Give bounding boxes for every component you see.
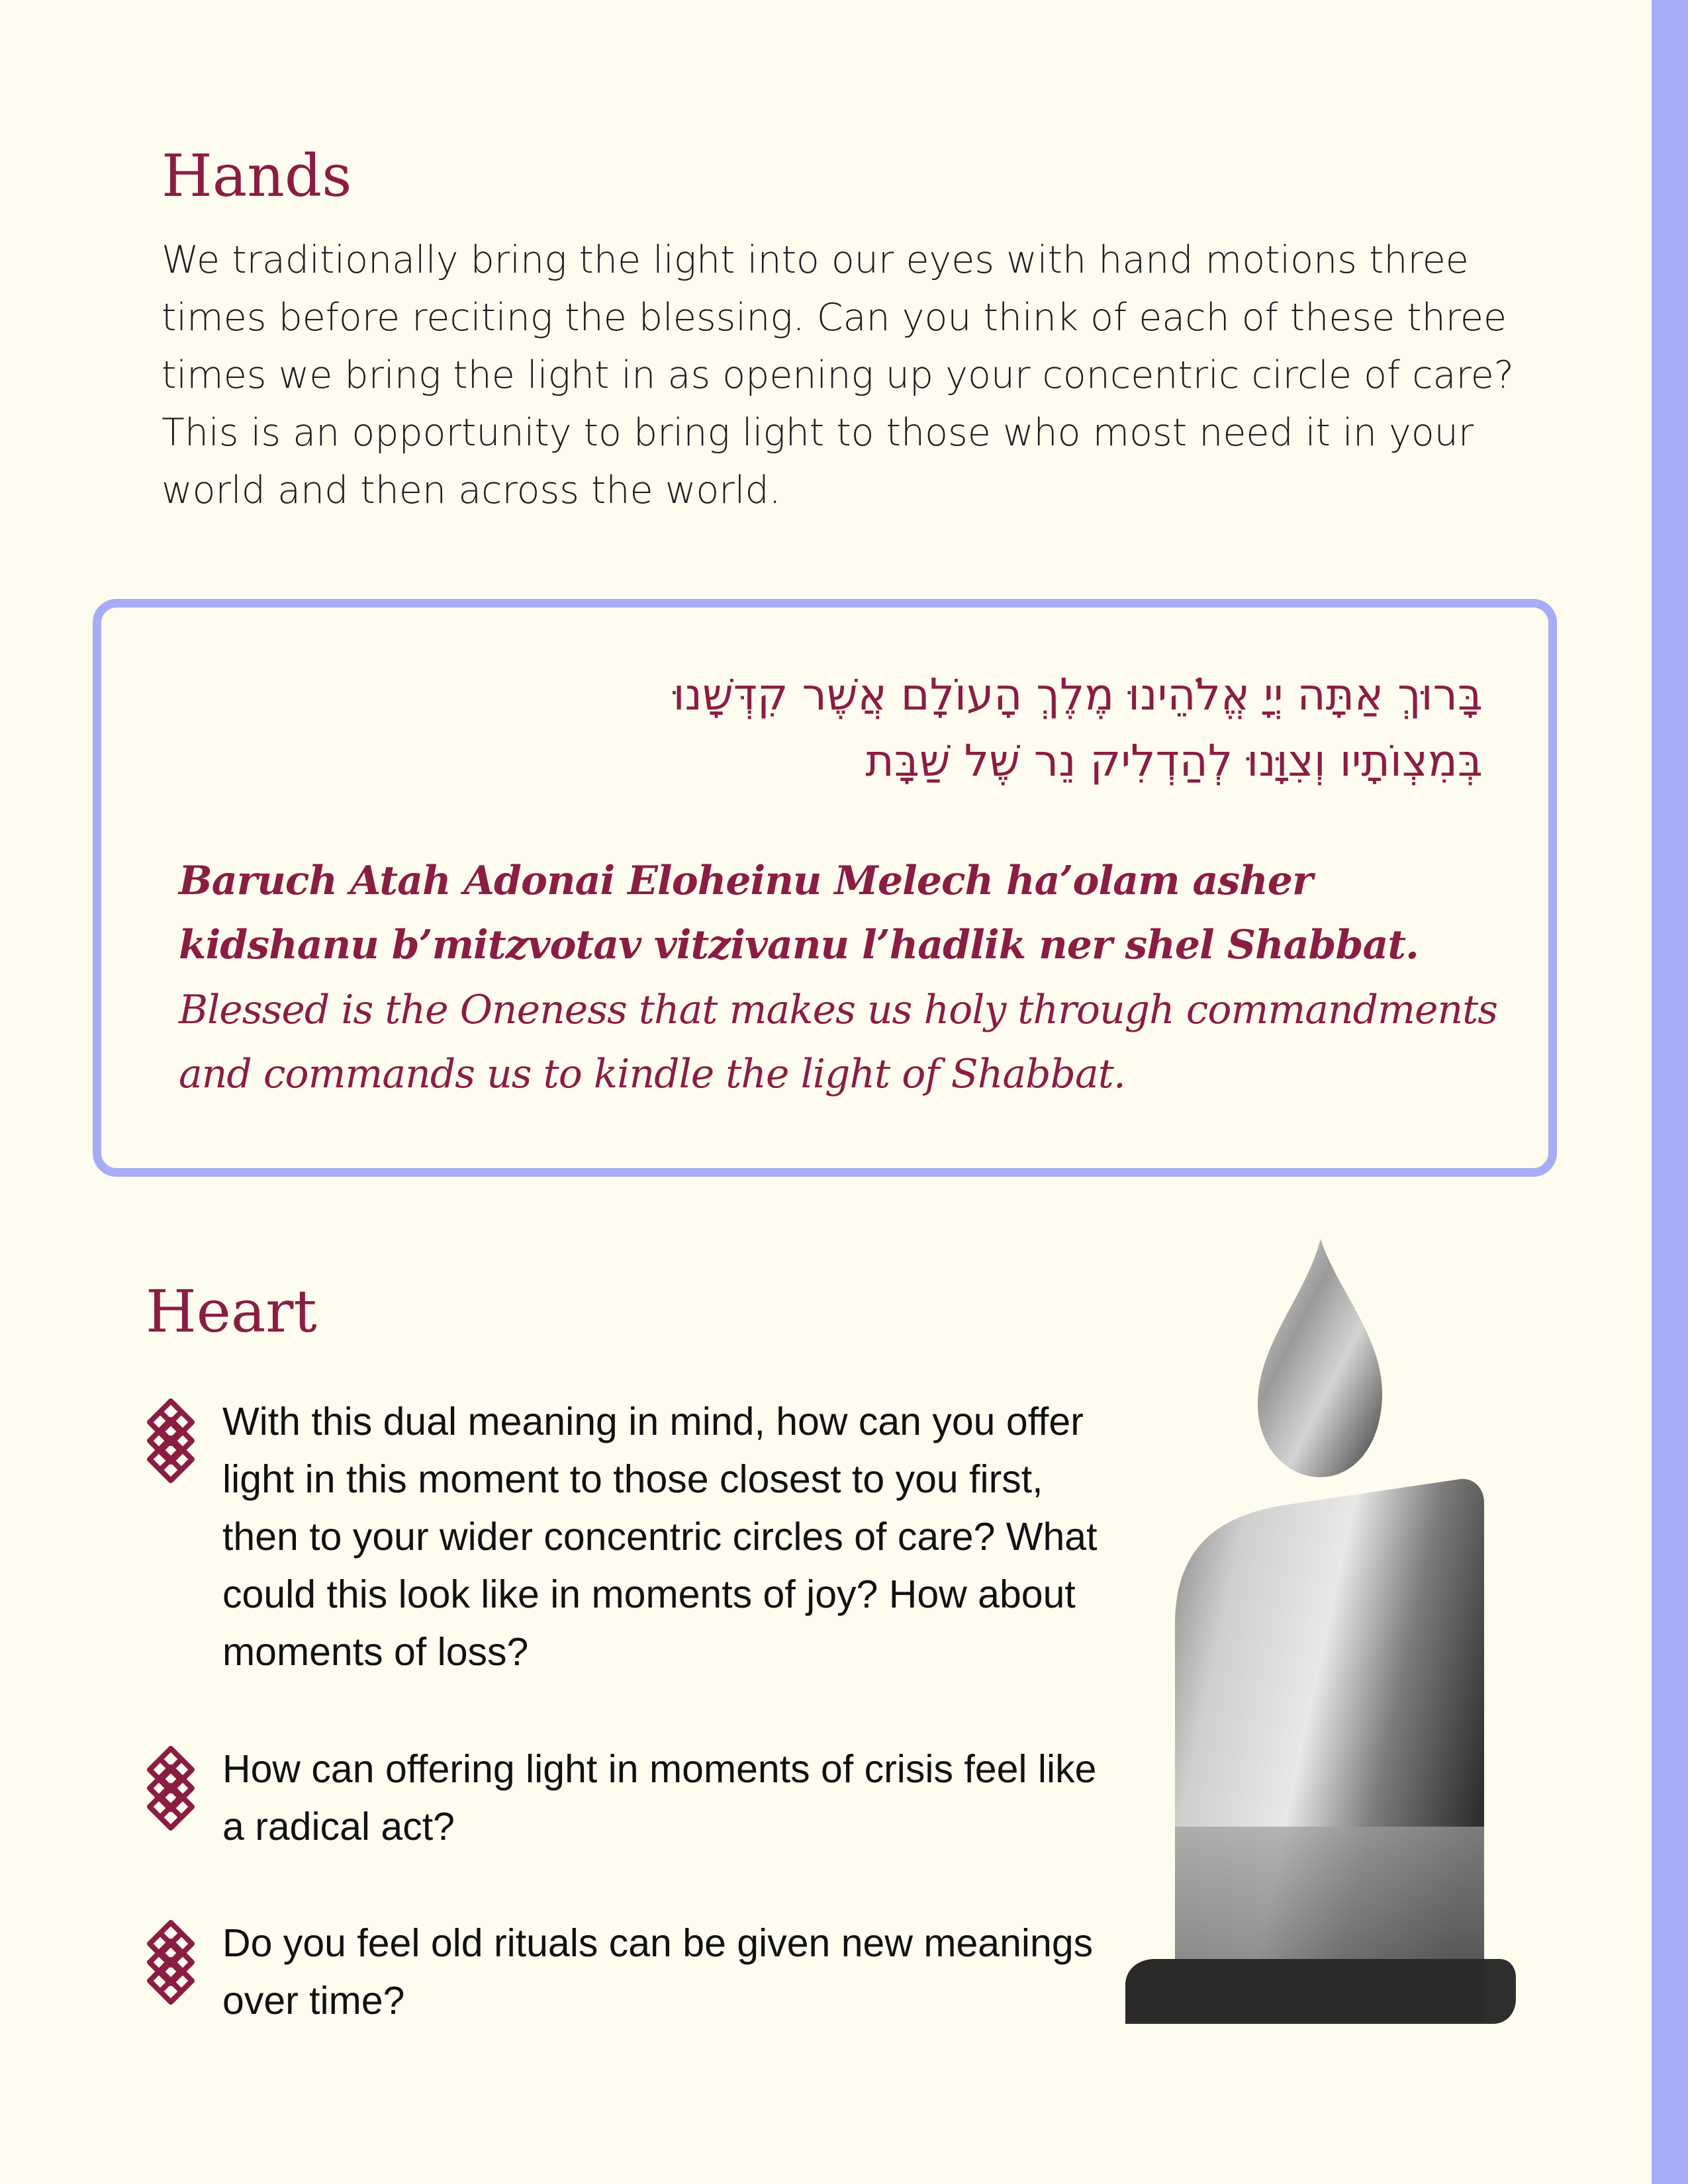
hands-heading: Hands [162, 142, 352, 210]
candle-photo-icon [1119, 1231, 1523, 2032]
knot-icon [146, 1919, 196, 2006]
knot-icon [146, 1745, 196, 1832]
blessing-transliteration: Baruch Atah Adonai Eloheinu Melech ha’olam asher kidshanu b’mitzvotav vitzivanu l’hadlik ner shel Shabbat. [179, 858, 1419, 968]
question-item [146, 1741, 1139, 1856]
side-stripe [1652, 0, 1688, 2184]
hands-paragraph: We traditionally bring the light into our eyes with hand motions three times before reciting the blessing. Can you think of each of these three times we bring the light in as opening up your concentric circle of care? This is an opportunity to bring light to those who most need it in your world and then across the world. [162, 238, 1515, 512]
hebrew-blessing [159, 662, 1483, 794]
hebrew-line-2: בְּמִצְוֹתָיו וְצִוָּנוּ לְהַדְלִיק נֵר שֶׁל שַׁבָּת [865, 735, 1483, 786]
heart-heading: Heart [146, 1277, 317, 1345]
blessing-box [93, 599, 1557, 1177]
question-text: How can offering light in moments of crisis feel like a radical act? [222, 1747, 1097, 1848]
knot-icon [146, 1397, 196, 1484]
hebrew-line-1: בָּרוּךְ אַתָּה יְיָ אֱלֹהֵינוּ מֶלֶךְ הָעוֹלָם אֲשֶׁר קִדְּשָׁנוּ [673, 669, 1483, 720]
candle-flame [1258, 1239, 1382, 1477]
question-text: Do you feel old rituals can be given new meanings over time? [222, 1921, 1094, 2023]
question-item [146, 1393, 1139, 1681]
question-item [146, 1915, 1139, 2030]
question-text: With this dual meaning in mind, how can you offer light in this moment to those closest to you first, then to your wider concentric circles of care? What could this look like in moments of joy? How about moments of loss? [222, 1400, 1098, 1674]
blessing-translation: Blessed is the Oneness that makes us holy through commandments and commands us to kindle the light of Shabbat. [179, 987, 1498, 1097]
